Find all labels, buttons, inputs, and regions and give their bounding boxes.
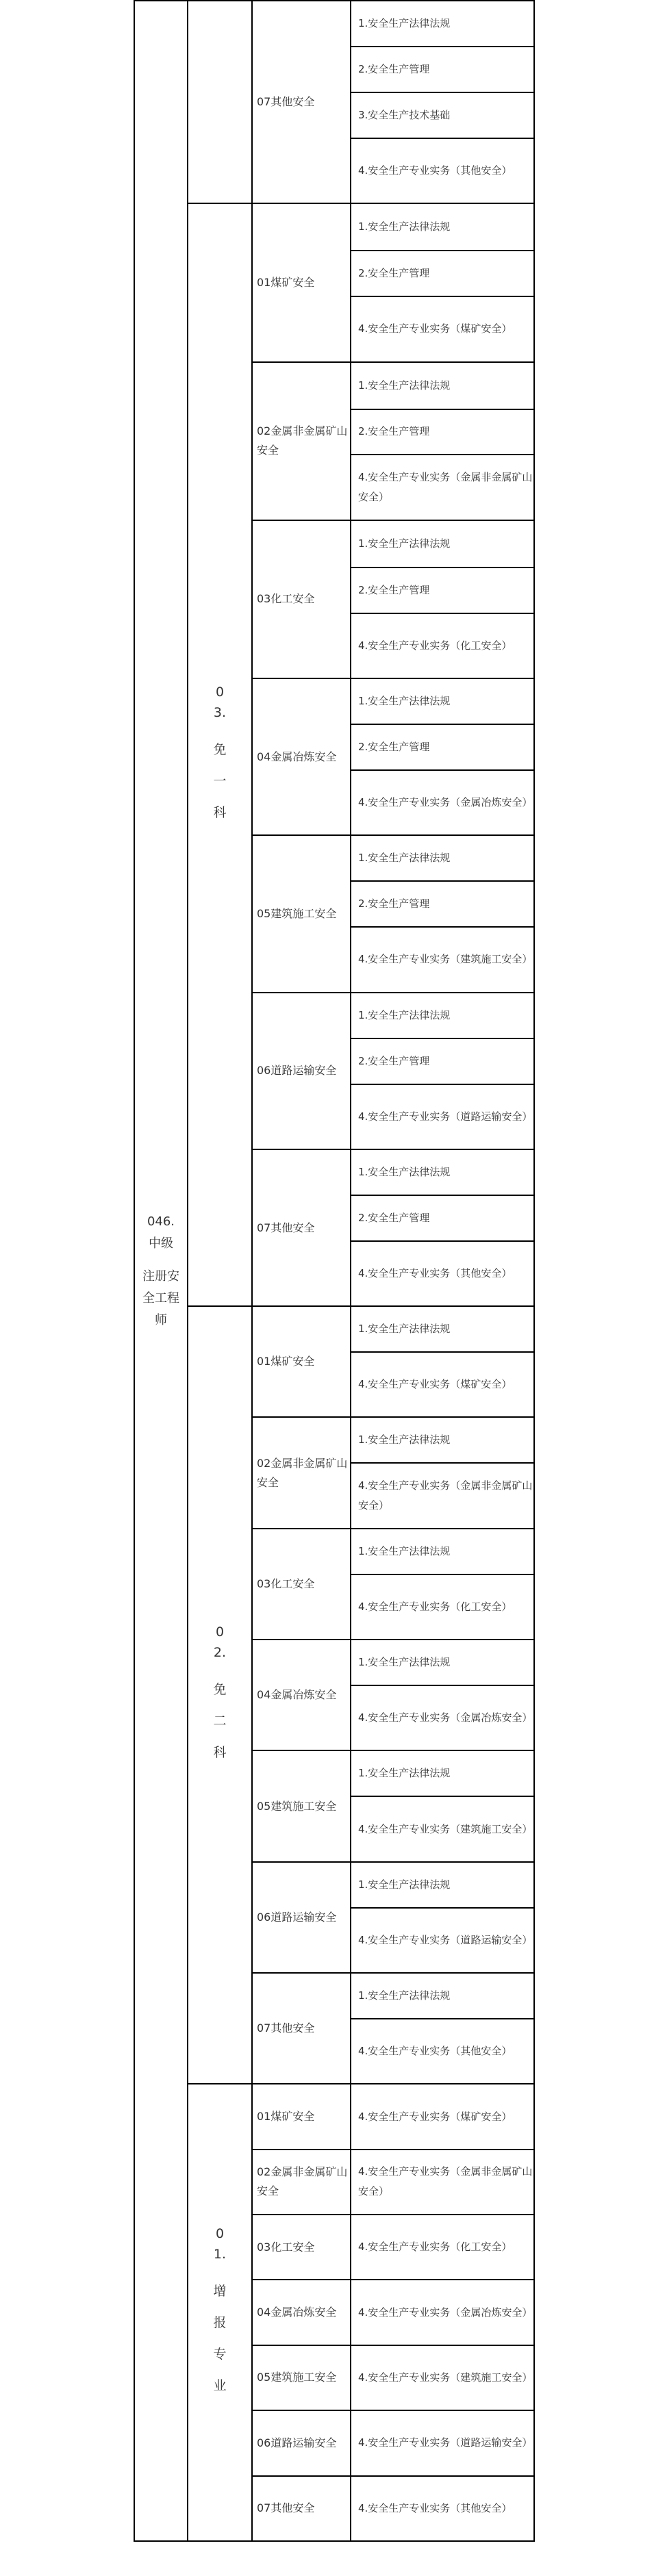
subject-cell: 4.安全生产专业实务（道路运输安全） xyxy=(351,2410,534,2475)
specialty-cell: 05建筑施工安全 xyxy=(252,2345,351,2410)
specialty-cell: 06道路运输安全 xyxy=(252,1862,351,1973)
specialty-cell: 01煤矿安全 xyxy=(252,2084,351,2149)
specialty-cell: 02金属非金属矿山安全 xyxy=(252,1417,351,1528)
table-row xyxy=(134,203,534,251)
subject-cell: 2.安全生产管理 xyxy=(351,568,534,613)
subject-cell: 4.安全生产专业实务（煤矿安全） xyxy=(351,2084,534,2149)
specialty-cell: 06道路运输安全 xyxy=(252,993,351,1149)
subject-cell: 1.安全生产法律法规 xyxy=(351,1,534,47)
subject-cell: 4.安全生产专业实务（金属非金属矿山安全） xyxy=(351,1463,534,1528)
certificate-code: 046. xyxy=(147,1214,175,1229)
subject-cell: 1.安全生产法律法规 xyxy=(351,993,534,1038)
specialty-cell: 04金属冶炼安全 xyxy=(252,1640,351,1750)
subject-cell: 2.安全生产管理 xyxy=(351,409,534,455)
specialty-cell: 03化工安全 xyxy=(252,2215,351,2280)
subject-cell: 3.安全生产技术基础 xyxy=(351,92,534,138)
subject-cell: 4.安全生产专业实务（建筑施工安全） xyxy=(351,2345,534,2410)
subject-cell: 1.安全生产法律法规 xyxy=(351,362,534,409)
specialty-cell: 01煤矿安全 xyxy=(252,203,351,361)
subject-cell: 1.安全生产法律法规 xyxy=(351,835,534,881)
table-row xyxy=(134,1,534,47)
subject-cell: 1.安全生产法律法规 xyxy=(351,1306,534,1352)
subject-cell: 1.安全生产法律法规 xyxy=(351,520,534,568)
exam-type-cell xyxy=(188,1306,252,2084)
subject-cell: 2.安全生产管理 xyxy=(351,881,534,927)
exam-type-label: 免二科 xyxy=(213,1682,227,1761)
subject-cell: 4.安全生产专业实务（化工安全） xyxy=(351,1574,534,1640)
subject-cell: 1.安全生产法律法规 xyxy=(351,1417,534,1463)
subject-cell: 1.安全生产法律法规 xyxy=(351,203,534,251)
subject-cell: 4.安全生产专业实务（化工安全） xyxy=(351,613,534,678)
subject-cell: 1.安全生产法律法规 xyxy=(351,1750,534,1796)
subject-cell: 4.安全生产专业实务（煤矿安全） xyxy=(351,296,534,361)
exam-type-number: 01. xyxy=(213,2226,227,2262)
specialty-cell: 04金属冶炼安全 xyxy=(252,678,351,835)
table-row xyxy=(134,2084,534,2149)
subject-cell: 2.安全生产管理 xyxy=(351,1038,534,1084)
subject-cell: 4.安全生产专业实务（金属冶炼安全） xyxy=(351,2280,534,2345)
subject-cell: 4.安全生产专业实务（建筑施工安全） xyxy=(351,1796,534,1861)
subject-cell: 4.安全生产专业实务（化工安全） xyxy=(351,2215,534,2280)
specialty-cell: 07其他安全 xyxy=(252,2476,351,2541)
specialty-cell: 01煤矿安全 xyxy=(252,1306,351,1417)
subject-cell: 4.安全生产专业实务（其他安全） xyxy=(351,138,534,203)
subject-cell: 1.安全生产法律法规 xyxy=(351,1529,534,1574)
specialty-cell: 07其他安全 xyxy=(252,1,351,203)
table-row xyxy=(134,1306,534,1352)
specialty-cell: 03化工安全 xyxy=(252,520,351,678)
exam-type-cell xyxy=(188,203,252,1306)
exam-type-number: 03. xyxy=(213,684,227,720)
subject-cell: 2.安全生产管理 xyxy=(351,251,534,296)
table-body xyxy=(134,1,534,2541)
subject-cell: 1.安全生产法律法规 xyxy=(351,1862,534,1908)
exam-type-cell xyxy=(188,2084,252,2541)
subject-cell: 4.安全生产专业实务（道路运输安全） xyxy=(351,1084,534,1149)
specialty-cell: 02金属非金属矿山安全 xyxy=(252,362,351,520)
specialty-cell: 05建筑施工安全 xyxy=(252,1750,351,1861)
exam-type-label: 增报专业 xyxy=(213,2284,227,2394)
subject-cell: 4.安全生产专业实务（其他安全） xyxy=(351,2019,534,2084)
specialty-cell: 04金属冶炼安全 xyxy=(252,2280,351,2345)
certificate-cell xyxy=(134,1,188,2541)
subject-cell: 4.安全生产专业实务（金属冶炼安全） xyxy=(351,1685,534,1750)
subject-cell: 4.安全生产专业实务（其他安全） xyxy=(351,1241,534,1306)
subject-cell: 4.安全生产专业实务（金属非金属矿山安全） xyxy=(351,455,534,520)
subject-cell: 4.安全生产专业实务（其他安全） xyxy=(351,2476,534,2541)
subject-cell: 4.安全生产专业实务（金属冶炼安全） xyxy=(351,770,534,835)
exam-subject-table xyxy=(134,0,535,2542)
subject-cell: 2.安全生产管理 xyxy=(351,1195,534,1241)
specialty-cell: 05建筑施工安全 xyxy=(252,835,351,992)
subject-cell: 4.安全生产专业实务（建筑施工安全） xyxy=(351,927,534,992)
subject-cell: 1.安全生产法律法规 xyxy=(351,1973,534,2019)
certificate-level: 中级 xyxy=(149,1236,173,1251)
specialty-cell: 02金属非金属矿山安全 xyxy=(252,2150,351,2215)
subject-cell: 1.安全生产法律法规 xyxy=(351,1149,534,1195)
subject-cell: 1.安全生产法律法规 xyxy=(351,678,534,724)
subject-cell: 4.安全生产专业实务（煤矿安全） xyxy=(351,1352,534,1417)
exam-type-number: 02. xyxy=(213,1624,227,1661)
specialty-cell: 06道路运输安全 xyxy=(252,2410,351,2475)
subject-cell: 2.安全生产管理 xyxy=(351,47,534,92)
specialty-cell: 07其他安全 xyxy=(252,1149,351,1306)
specialty-cell: 03化工安全 xyxy=(252,1529,351,1640)
subject-cell: 2.安全生产管理 xyxy=(351,724,534,770)
specialty-cell: 07其他安全 xyxy=(252,1973,351,2084)
certificate-name: 注册安全工程师 xyxy=(142,1268,179,1327)
subject-cell: 4.安全生产专业实务（道路运输安全） xyxy=(351,1908,534,1973)
exam-type-cell xyxy=(188,1,252,203)
subject-cell: 1.安全生产法律法规 xyxy=(351,1640,534,1685)
subject-cell: 4.安全生产专业实务（金属非金属矿山安全） xyxy=(351,2150,534,2215)
exam-type-label: 免一科 xyxy=(213,741,227,820)
